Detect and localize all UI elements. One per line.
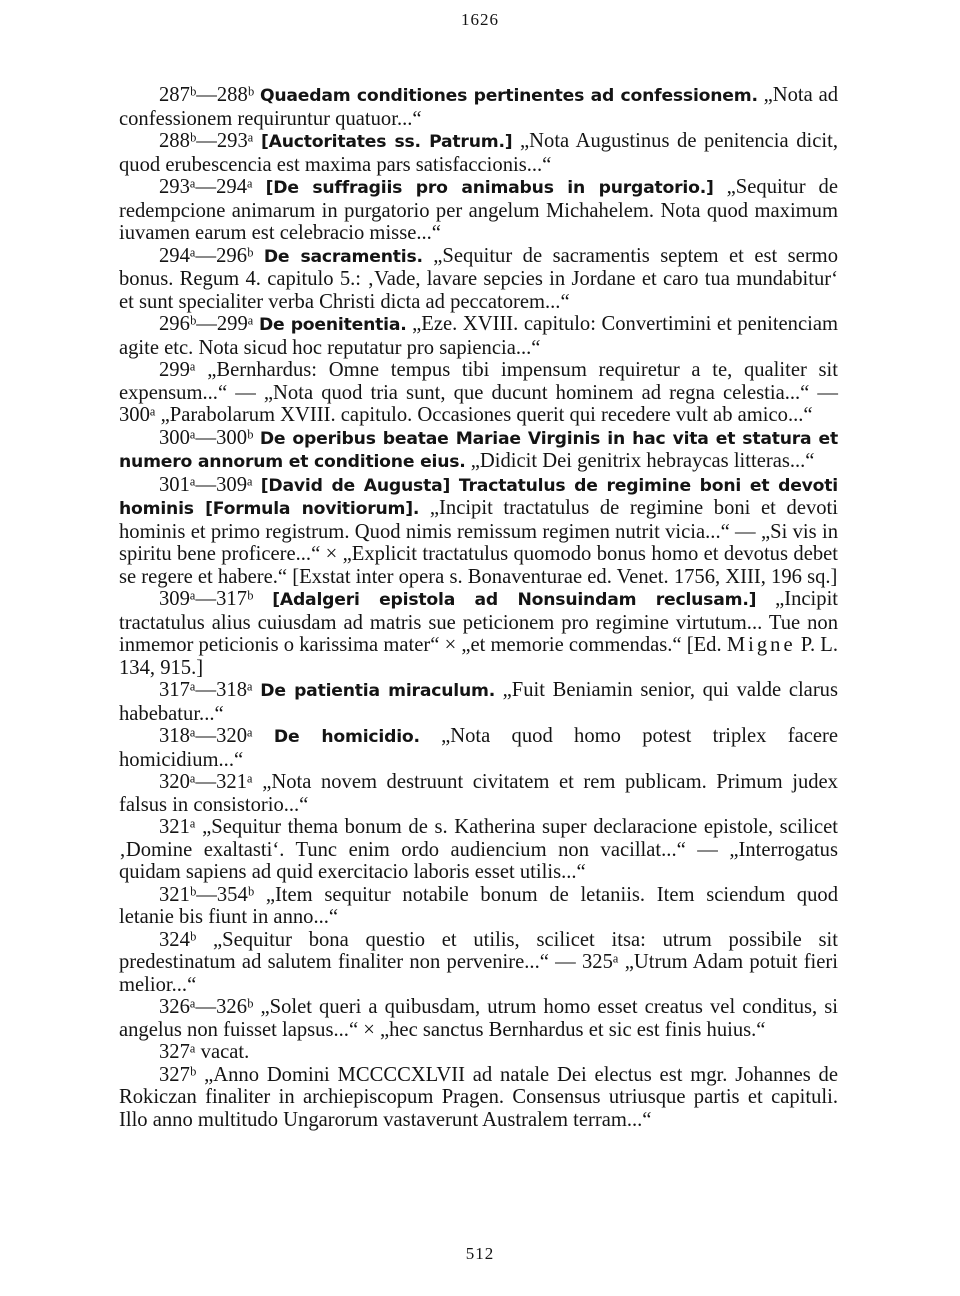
page-number-bottom: 512 xyxy=(465,1244,495,1263)
folio-ref: 309ᵃ—317ᵇ xyxy=(159,588,273,610)
entry xyxy=(119,130,838,176)
entry xyxy=(119,1064,838,1132)
entry-heading: [De suffragiis pro animabus in purgatorio.] xyxy=(265,178,714,198)
entry-text: vacat. xyxy=(200,1041,250,1063)
entry-text: „Sequitur de redempcione animarum in purgatorio per angelum Michahelem. Nota quod maximum iuvamen earum est celebracio misse...“ xyxy=(119,176,838,244)
entry xyxy=(119,884,838,929)
folio-ref: 300ᵃ—300ᵇ xyxy=(159,426,260,449)
folio-ref: 288ᵇ—293ᵃ xyxy=(159,130,261,152)
entry xyxy=(119,1041,838,1064)
entry-text: „Sequitur bona questio et utilis, scilicet itsa: utrum possibile sit predestinatum ad salutem finaliter non pervenire...“ — 325ᵃ „Utrum Adam potuit fieri melior...“ xyxy=(119,928,838,996)
entry-heading: Quaedam conditiones pertinentes ad confessionem. xyxy=(259,86,758,106)
folio-ref: 296ᵇ—299ᵃ xyxy=(159,313,259,335)
folio-ref: 287ᵇ—288ᵇ xyxy=(159,84,260,106)
entry xyxy=(119,313,838,359)
entry xyxy=(119,929,838,997)
entry-heading: [David de Augusta] Tractatulus de regimine boni et devoti hominis [Formula novitiorum]. xyxy=(119,475,838,519)
folio-ref: 327ᵃ xyxy=(159,1041,201,1063)
entry xyxy=(119,816,838,884)
editor-name: Migne xyxy=(726,634,796,656)
entry-heading: [Adalgeri epistola ad Nonsuindam reclusam.] xyxy=(272,590,757,610)
entry-text: „Bernhardus: Omne tempus tibi impensum requiretur a te, qualiter sit expensum...“ — „Nota quod tria sunt, que ducunt hominem ad regna celestia...“ — 300ᵃ „Parabolarum XVIII. capitulo. Occasiones querit qui recedere vult ab amico...“ xyxy=(119,359,838,426)
entry xyxy=(119,679,838,725)
entry-text: „Fuit Beniamin senior, qui valde clarus habebatur...“ xyxy=(119,679,838,725)
folio-ref: 320ᵃ—321ᵃ xyxy=(159,771,263,793)
entry-text: „Incipit tractatulus alius cuiusdam ad matris sue peticionem pro regimine virtutum... Tue non inmemor peticionis o karissima mater“ × „et memorie commendas.“ [Ed. xyxy=(119,588,839,656)
entry xyxy=(119,996,838,1041)
folio-ref: 318ᵃ—320ᵃ xyxy=(159,725,274,747)
folio-ref: 317ᵃ—318ᵃ xyxy=(159,679,261,701)
entry-heading: De patientia miraculum. xyxy=(260,681,496,701)
entry-text: „Didicit Dei genitrix hebraycas litteras...“ xyxy=(465,450,815,472)
folio-ref: 299ᵃ xyxy=(159,359,208,381)
entry xyxy=(119,588,838,679)
entry-text: „Eze. XVIII. capitulo: Convertimini et penitenciam agite etc. Nota sicud hoc reputatur pro sapiencia...“ xyxy=(119,313,839,359)
entry-text: „Sequitur de sacramentis septem et est sermo bonus. Regum 4. capitulo 5.: ‚Vade, lavare sepcies in Jordane et caro tua mundabitur‘ et sunt specialiter verba Christi dicta ad peccatorem...“ xyxy=(119,244,838,313)
folio-ref: 301ᵃ—309ᵃ xyxy=(159,473,261,496)
entry-text: „Nota novem destruunt civitatem et rem publicam. Primum judex falsus in consistorio...“ xyxy=(119,771,838,816)
entry-heading: [Auctoritates ss. Patrum.] xyxy=(260,132,513,152)
entry-text: „Incipit tractatulus de regimine boni et devoti hominis et primo registrum. Quod nimis remissum regimen nutrit vicia...“ — „Si vis in spiritu bene proficere...“ × „Explicit tractatulus quomodo bonus homo et devotus debet se regere et habere.“ [Exstat inter opera s. Bonaventurae ed. Venet. 1756, XIII, 196 sq.] xyxy=(119,497,839,588)
entry xyxy=(119,725,838,771)
folio-ref: 293ᵃ—294ᵃ xyxy=(159,176,266,198)
folio-ref: 321ᵇ—354ᵇ xyxy=(159,883,266,906)
entry-text: „Nota quod homo potest triplex facere homicidium...“ xyxy=(119,725,838,771)
entry-text: „Solet queri a quibusdam, utrum homo esset creatus vel conditus, si angelus non fuisset lapsus...“ × „hec sanctus Bernhardus et sic est finis huius.“ xyxy=(119,996,839,1041)
entry-text: „Item sequitur notabile bonum de letaniis. Item sciendum quod letanie bis fiunt in anno...“ xyxy=(119,883,838,928)
entry-heading: De operibus beatae Mariae Virginis in hac vita et statura et numero annorum et conditione eius. xyxy=(119,428,839,472)
entry-heading: De homicidio. xyxy=(273,727,420,747)
entry-text: „Nota ad confessionem requiruntur quatuor...“ xyxy=(119,84,839,130)
folio-ref: 326ᵃ—326ᵇ xyxy=(159,996,261,1018)
entry-text: „Nota Augustinus de penitencia dicit, quod erubescencia est maxima pars satisfaccionis...“ xyxy=(119,130,838,176)
entry-text: „Anno Domini MCCCCXLVII ad natale Dei electus est mgr. Johannes de Rokiczan finaliter in archiepiscopum Pragen. Consensus utriusque partis et capituli. Illo anno multitudo Ungarorum vastaverunt Australem terram...“ xyxy=(119,1063,838,1131)
folio-ref: 321ᵃ xyxy=(159,816,203,838)
catalog-text xyxy=(119,84,838,1131)
entry xyxy=(119,176,838,245)
folio-ref: 324ᵇ xyxy=(159,928,214,951)
entry-text: „Sequitur thema bonum de s. Katherina super declaracione epistole, scilicet ‚Domine exaltasti‘. Tunc enim ordo audiencium non vacillat...“ — „Interrogatus quidam sapiens ad quid exercitacio laboris esset utilis...“ xyxy=(119,816,839,883)
entry-text-end: P. L. 134, 915.] xyxy=(119,634,838,679)
entry xyxy=(119,427,838,474)
entry-heading: De poenitentia. xyxy=(258,315,407,335)
page-number-top: 1626 xyxy=(461,10,499,29)
entry xyxy=(119,474,838,589)
folio-ref: 327ᵇ xyxy=(159,1063,205,1086)
entry xyxy=(119,771,838,816)
entry-heading: De sacramentis. xyxy=(263,246,423,267)
entry xyxy=(119,245,838,314)
entry xyxy=(119,359,838,427)
entry xyxy=(119,84,838,130)
folio-ref: 294ᵃ—296ᵇ xyxy=(159,244,264,267)
